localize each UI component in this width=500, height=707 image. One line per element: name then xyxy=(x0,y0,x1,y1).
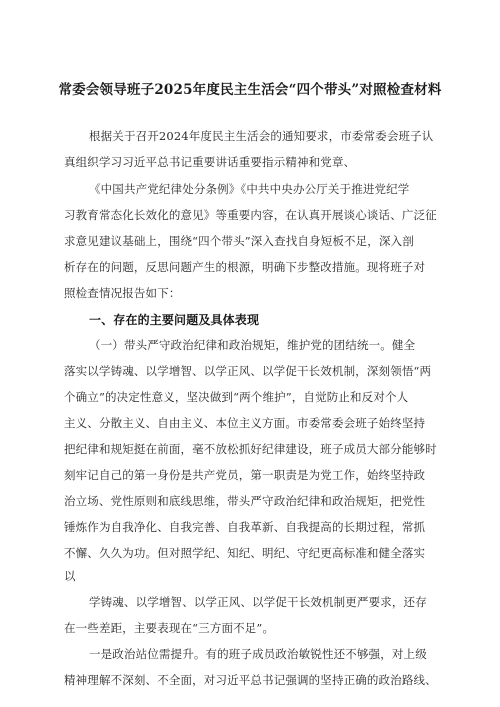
body-line: 《中国共产党纪律处分条例》《中共中央办公厅关于推进党纪学 xyxy=(89,182,410,196)
body-line: 一是政治站位需提升。有的班子成员政治敏锐性还不够强，对上级 xyxy=(89,647,427,661)
body-line: （一）带头严守政治纪律和政治规矩，维护党的团结统一。健全 xyxy=(89,338,416,352)
body-line: 主义、分散主义、自由主义、本位主义方面。市委常委会班子始终坚持 xyxy=(64,416,426,430)
body-line: 精神理解不深刻、不全面，对习近平总书记强调的坚持正确的政治路线、 xyxy=(64,673,437,687)
body-line: 不懈、久久为功。但对照学纪、知纪、明纪、守纪更高标准和健全落实 xyxy=(64,546,426,560)
section-heading: 一、存在的主要问题及具体表现 xyxy=(89,313,260,327)
body-line: 学铸魂、以学增智、以学正风、以学促干长效机制更严要求，还存 xyxy=(89,595,427,609)
body-line: 落实以学铸魂、以学增智、以学正风、以学促干长效机制，深刻领悟“两 xyxy=(64,364,432,378)
body-line: 求意见建议基础上，围绕“四个带头”深入查找自身短板不足，深入剖 xyxy=(64,234,414,248)
body-line: 个确立”的决定性意义，坚决做到“两个维护”，自觉防止和反对个人 xyxy=(64,390,409,404)
body-line: 治立场、党性原则和底线思维，带头严守政治纪律和政治规矩，把党性 xyxy=(64,494,426,508)
body-line: 把纪律和规矩挺在前面，毫不放松抓好纪律建设，班子成员大部分能够时 xyxy=(64,442,437,456)
body-line: 在一些差距，主要表现在“三方面不足”。 xyxy=(64,621,275,635)
body-line: 真组织学习习近平总书记重要讲话重要指示精神和党章、 xyxy=(64,155,356,169)
body-line: 以 xyxy=(64,569,76,583)
body-line: 照检查情况报告如下： xyxy=(64,286,181,300)
body-line: 析存在的问题，反思问题产生的根源，明确下步整改措施。现将班子对 xyxy=(64,260,426,274)
body-line: 习教育常态化长效化的意见》等重要内容，在认真开展谈心谈话、广泛征 xyxy=(64,208,437,222)
document-title: 常委会领导班子2025年度民主生活会“四个带头”对照检查材料 xyxy=(58,82,442,98)
body-line: 锤炼作为自我净化、自我完善、自我革新、自我提高的长期过程，常抓 xyxy=(64,520,426,534)
body-line: 刻牢记自己的第一身份是共产党员，第一职责是为党工作，始终坚持政 xyxy=(64,468,426,482)
body-line: 根据关于召开2024年度民主生活会的通知要求，市委常委会班子认 xyxy=(89,129,434,143)
